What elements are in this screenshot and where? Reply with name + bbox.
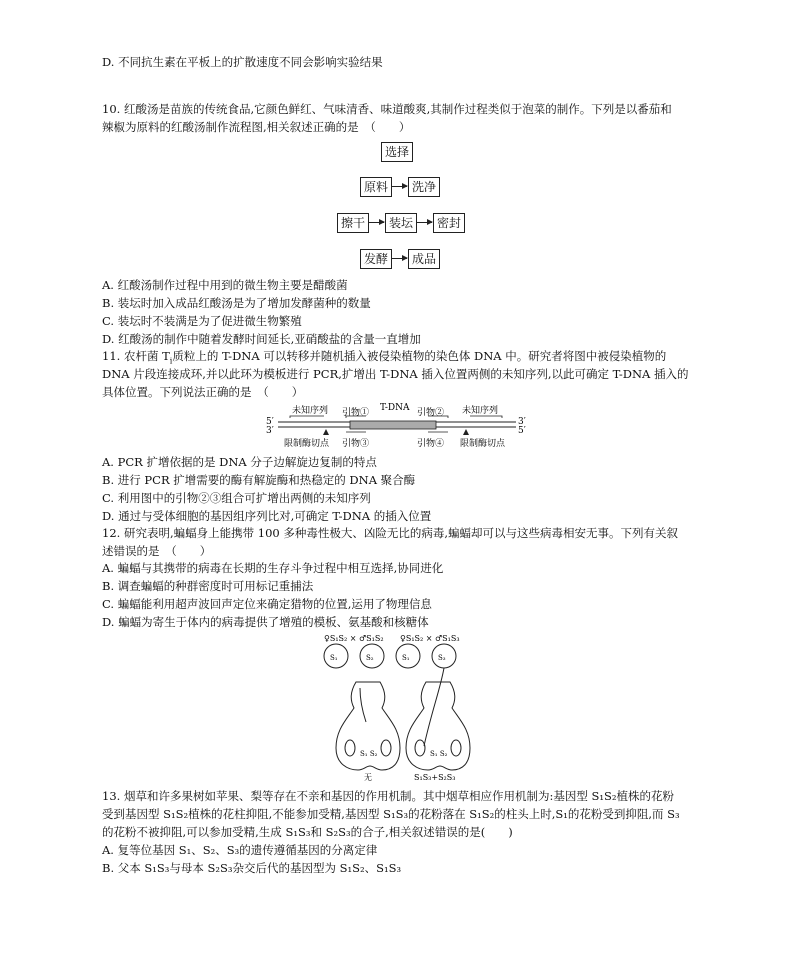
- q10-option-c: C. 装坛时不装满是为了促进微生物繁殖: [102, 314, 302, 328]
- flow-arrow: [368, 222, 384, 223]
- q10-stem-line-2: 辣椒为原料的红酸汤制作流程图,相关叙述正确的是 （ ）: [102, 120, 411, 134]
- left-ovule-2: [381, 740, 391, 756]
- flow-product-box: 成品: [408, 249, 440, 269]
- left-ovary-label: S₁ S₂: [360, 750, 378, 758]
- flow-wash-box: 洗净: [408, 177, 440, 197]
- cut-site-right-label: 限制酶切点: [460, 439, 506, 449]
- cut-site-right-marker: [463, 429, 469, 435]
- q13-option-b: B. 父本 S₁S₃与母本 S₂S₃杂交后代的基因型为 S₁S₂、S₁S₃: [102, 861, 402, 875]
- right-pollen-tube-long: [424, 668, 444, 746]
- q12-option-c: C. 蝙蝠能利用超声波回声定位来确定猎物的位置,运用了物理信息: [102, 597, 432, 611]
- right-ovule-2: [451, 740, 461, 756]
- q13-option-a: A. 复等位基因 S₁、S₂、S₃的遗传遵循基因的分离定律: [102, 843, 378, 857]
- right-pollen-2-label: S₃: [438, 654, 446, 662]
- tdna-label: T-DNA: [380, 403, 410, 413]
- flow-arrow: [391, 186, 407, 187]
- primer3-label: 引物③: [342, 439, 370, 449]
- flow-seal-box: 密封: [433, 213, 465, 233]
- q13-stem-line-1: 13. 烟草和许多果树如苹果、梨等存在不亲和基因的作用机制。其中烟草相应作用机制为:基因型 S₁S₂植株的花粉: [102, 789, 674, 803]
- flow-raw-box: 原料: [360, 177, 392, 197]
- flow-arrow: [416, 222, 432, 223]
- primer1-label: 引物①: [342, 408, 370, 418]
- unknown-left-bracket: [290, 416, 324, 418]
- left-pollen-2-label: S₂: [366, 654, 374, 662]
- unknown-seq-right-label: 未知序列: [462, 406, 499, 416]
- three-prime-left: 3′: [266, 426, 274, 436]
- tdna-diagram: [262, 400, 532, 452]
- tdna-segment: [350, 421, 436, 429]
- primer2-label: 引物②: [417, 408, 445, 418]
- q12-option-a: A. 蝙蝠与其携带的病毒在长期的生存斗争过程中相互选择,协同进化: [102, 561, 444, 575]
- primer4-label: 引物④: [417, 439, 445, 449]
- right-ovary-label: S₁ S₂: [430, 750, 448, 758]
- flow-pack-box: 装坛: [385, 213, 417, 233]
- q12-option-d: D. 蝙蝠为寄生于体内的病毒提供了增殖的模板、氨基酸和核糖体: [102, 615, 429, 629]
- left-pollen-tube-short: [360, 688, 366, 722]
- left-ovule-1: [345, 740, 355, 756]
- right-ovule-1: [415, 740, 425, 756]
- q10-stem-line-1: 10. 红酸汤是苗族的传统食品,它颜色鲜红、气味清香、味道酸爽,其制作过程类似于泡菜的制作。下列是以番茄和: [102, 102, 672, 116]
- left-cross-label: ♀S₁S₂ × ♂S₁S₂: [324, 634, 384, 643]
- q11-option-b: B. 进行 PCR 扩增需要的酶有解旋酶和热稳定的 DNA 聚合酶: [102, 473, 416, 487]
- flow-select-box: 选择: [381, 142, 413, 162]
- flow-ferment-box: 发酵: [360, 249, 392, 269]
- q9-option-d: D. 不同抗生素在平板上的扩散速度不同会影响实验结果: [102, 55, 383, 69]
- q11-stem-line-2: DNA 片段连接成环,并以此环为模板进行 PCR,扩增出 T-DNA 插入位置两侧的未知序列,以此可确定 T-DNA 插入的: [102, 367, 689, 381]
- left-pollen-1-label: S₁: [330, 654, 338, 662]
- q11-option-c: C. 利用图中的引物②③组合可扩增出两侧的未知序列: [102, 491, 371, 505]
- q10-option-b: B. 装坛时加入成品红酸汤是为了增加发酵菌种的数量: [102, 296, 371, 310]
- five-prime-right: 5′: [518, 426, 526, 436]
- right-cross-label: ♀S₁S₂ × ♂S₁S₃: [400, 634, 460, 643]
- three-prime-right: 3′: [518, 417, 526, 427]
- flow-arrow: [391, 258, 407, 259]
- right-result-label: S₁S₃+S₂S₃: [414, 773, 456, 782]
- q12-option-b: B. 调查蝙蝠的种群密度时可用标记重捕法: [102, 579, 314, 593]
- q11-stem-line-3: 具体位置。下列说法正确的是 （ ）: [102, 385, 304, 399]
- q12-stem-line-2: 述错误的是 （ ）: [102, 544, 212, 558]
- self-incompatibility-figure: [320, 630, 475, 782]
- left-result-label: 无: [364, 773, 372, 782]
- q13-stem-line-2: 受到基因型 S₁S₂植株的花柱抑阻,不能参加受精,基因型 S₁S₃的花粉落在 S₁S₂的柱头上时,S₁的花粉受到抑阻,而 S₃: [102, 807, 680, 821]
- q11-option-d: D. 通过与受体细胞的基因组序列比对,可确定 T-DNA 的插入位置: [102, 509, 432, 523]
- q13-stem-line-3: 的花粉不被抑阻,可以参加受精,生成 S₁S₃和 S₂S₃的合子,相关叙述错误的是( ): [102, 825, 513, 839]
- unknown-seq-left-label: 未知序列: [292, 406, 329, 416]
- five-prime-left: 5′: [266, 417, 274, 427]
- q11-option-a: A. PCR 扩增依据的是 DNA 分子边解旋边复制的特点: [102, 455, 377, 469]
- q11-stem-line-1: 11. 农杆菌 $T_i$质粒上的 T-DNA 可以转移并随机插入被侵染植物的染色体 DNA 中。研究者将图中被侵染植物的: [102, 349, 667, 366]
- cut-site-left-label: 限制酶切点: [284, 439, 330, 449]
- cut-site-left-marker: [323, 429, 329, 435]
- q10-option-d: D. 红酸汤的制作中随着发酵时间延长,亚硝酸盐的含量一直增加: [102, 332, 421, 346]
- unknown-right-bracket: [470, 416, 502, 418]
- q10-option-a: A. 红酸汤制作过程中用到的微生物主要是醋酸菌: [102, 278, 348, 292]
- flow-dry-box: 擦干: [337, 213, 369, 233]
- right-pollen-1-label: S₁: [402, 654, 410, 662]
- q12-stem-line-1: 12. 研究表明,蝙蝠身上能携带 100 多种毒性极大、凶险无比的病毒,蝙蝠却可以与这些病毒相安无事。下列有关叙: [102, 526, 679, 540]
